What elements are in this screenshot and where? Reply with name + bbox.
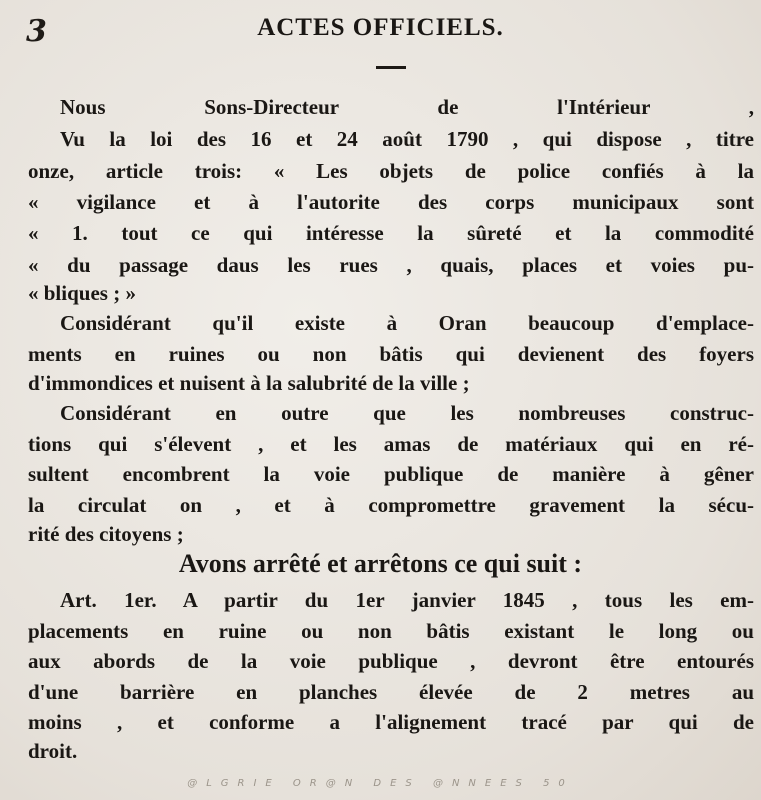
text-line: Considérant qu'il existe à Oran beaucoup d'emplace- [60,311,754,335]
text-line: onze, article trois: « Les objets de police confiés à la [28,159,754,183]
text-line: la circulat on , et à compromettre gravement la sécu- [28,493,754,517]
article-line: d'une barrière en planches élevée de 2 metres au [28,680,754,704]
page-title: ACTES OFFICIELS. [257,14,504,41]
article-line: Art. 1er. A partir du 1er janvier 1845 , tous les em- [60,588,754,612]
watermark: @LGRIE OR@N DES @NNEES 50 [187,778,574,789]
page-number: 3 [26,14,47,49]
article-line: moins , et conforme a l'alignement tracé par qui de [28,710,754,734]
text-line: rité des citoyens ; [28,522,184,546]
text-line: « 1. tout ce qui intéresse la sûreté et la commodité [28,221,754,245]
text-line: tions qui s'élevent , et les amas de matériaux qui en ré- [28,432,754,456]
title-rule [376,66,406,69]
text-line: « vigilance et à l'autorite des corps municipaux sont [28,190,754,214]
section-heading: Avons arrêté et arrêtons ce qui suit : [178,549,583,578]
text-line: sultent encombrent la voie publique de manière à gêner [28,462,754,486]
text-line: ments en ruines ou non bâtis qui devienent des foyers [28,342,754,366]
text-line: Considérant en outre que les nombreuses construc- [60,401,754,425]
text-line: « du passage daus les rues , quais, places et voies pu- [28,253,754,277]
text-line: d'immondices et nuisent à la salubrité de la ville ; [28,371,470,395]
article-line: droit. [28,739,78,763]
text-line: « bliques ; » [28,281,136,305]
article-line: placements en ruine ou non bâtis existant le long ou [28,619,754,643]
text-line: Nous Sons-Directeur de l'Intérieur , [60,95,754,119]
article-line: aux abords de la voie publique , devront être entourés [28,649,754,673]
text-line: Vu la loi des 16 et 24 août 1790 , qui dispose , titre [60,127,754,151]
